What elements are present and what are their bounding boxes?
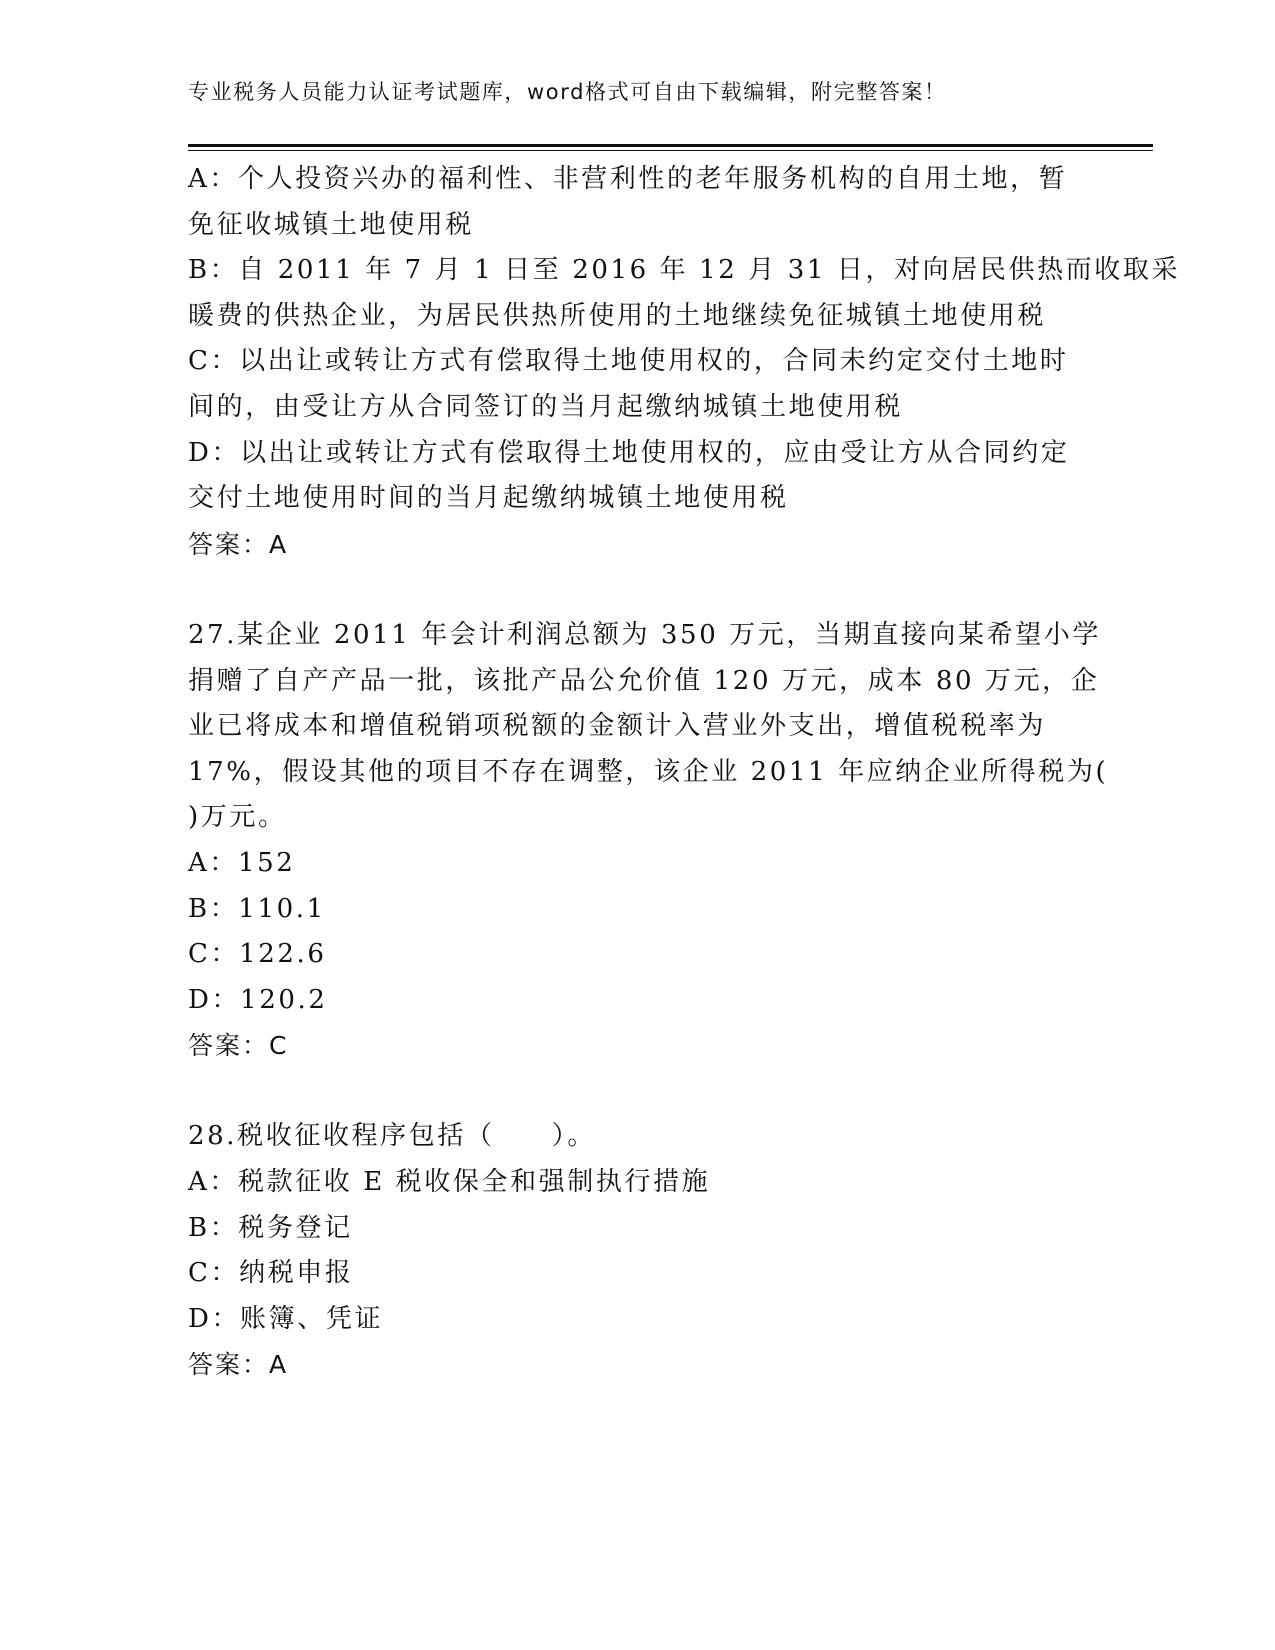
q28-option-c: C：纳税申报 (188, 1258, 354, 1289)
q27-stem-line3: 业已将成本和增值税销项税额的金额计入营业外支出，增值税税率为 (188, 711, 1047, 742)
q26-answer: 答案：A (188, 529, 289, 559)
question-content (188, 157, 1181, 1388)
q26-option-b-line1: B：自 2011 年 7 月 1 日至 2016 年 12 月 31 日，对向居民供热而收取采 (188, 255, 1181, 286)
q27-option-c: C：122.6 (188, 939, 327, 970)
header-rule-thin (188, 150, 1153, 151)
q27-stem-line5: )万元。 (188, 802, 287, 833)
q26-option-a-line2: 免征收城镇土地使用税 (188, 209, 475, 240)
q26-option-b-line2: 暖费的供热企业，为居民供热所使用的土地继续免征城镇土地使用税 (188, 300, 1047, 331)
header-rule-thick (188, 144, 1153, 147)
q27-answer: 答案：C (188, 1031, 289, 1061)
q27-stem-line1: 27.某企业 2011 年会计利润总额为 350 万元，当期直接向某希望小学 (188, 619, 1102, 650)
q27-stem-line2: 捐赠了自产产品一批，该批产品公允价值 120 万元，成本 80 万元，企 (188, 665, 1100, 696)
q28-option-b: B：税务登记 (188, 1212, 353, 1243)
q28-stem: 28.税收征收程序包括（ ）。 (188, 1121, 596, 1152)
question-28 (188, 1114, 1078, 1388)
q28-option-a: A：税款征收 E 税收保全和强制执行措施 (188, 1167, 711, 1198)
spacer (188, 567, 1078, 613)
spacer (188, 1069, 1078, 1115)
q27-option-b: B：110.1 (188, 893, 326, 924)
q26-option-c-line2: 间的，由受让方从合同签订的当月起缴纳城镇土地使用税 (188, 391, 904, 422)
question-26-options (188, 157, 1181, 567)
question-27 (188, 613, 1109, 1069)
q26-option-a-line1: A：个人投资兴办的福利性、非营利性的老年服务机构的自用土地，暂 (188, 164, 1068, 194)
q27-option-a: A：152 (188, 847, 296, 878)
q26-option-d-line2: 交付土地使用时间的当月起缴纳城镇土地使用税 (188, 483, 789, 514)
q28-answer: 答案：A (188, 1350, 289, 1380)
page-header: 专业税务人员能力认证考试题库，word格式可自由下载编辑，附完整答案！ (188, 80, 947, 104)
q28-option-d: D：账簿、凭证 (188, 1303, 384, 1334)
q26-option-d-line1: D：以出让或转让方式有偿取得土地使用权的，应由受让方从合同约定 (188, 437, 1070, 468)
q26-option-c-line1: C：以出让或转让方式有偿取得土地使用权的，合同未约定交付土地时 (188, 346, 1069, 377)
q27-option-d: D：120.2 (188, 984, 328, 1015)
q27-stem-line4: 17%，假设其他的项目不存在调整，该企业 2011 年应纳企业所得税为( (188, 756, 1109, 787)
